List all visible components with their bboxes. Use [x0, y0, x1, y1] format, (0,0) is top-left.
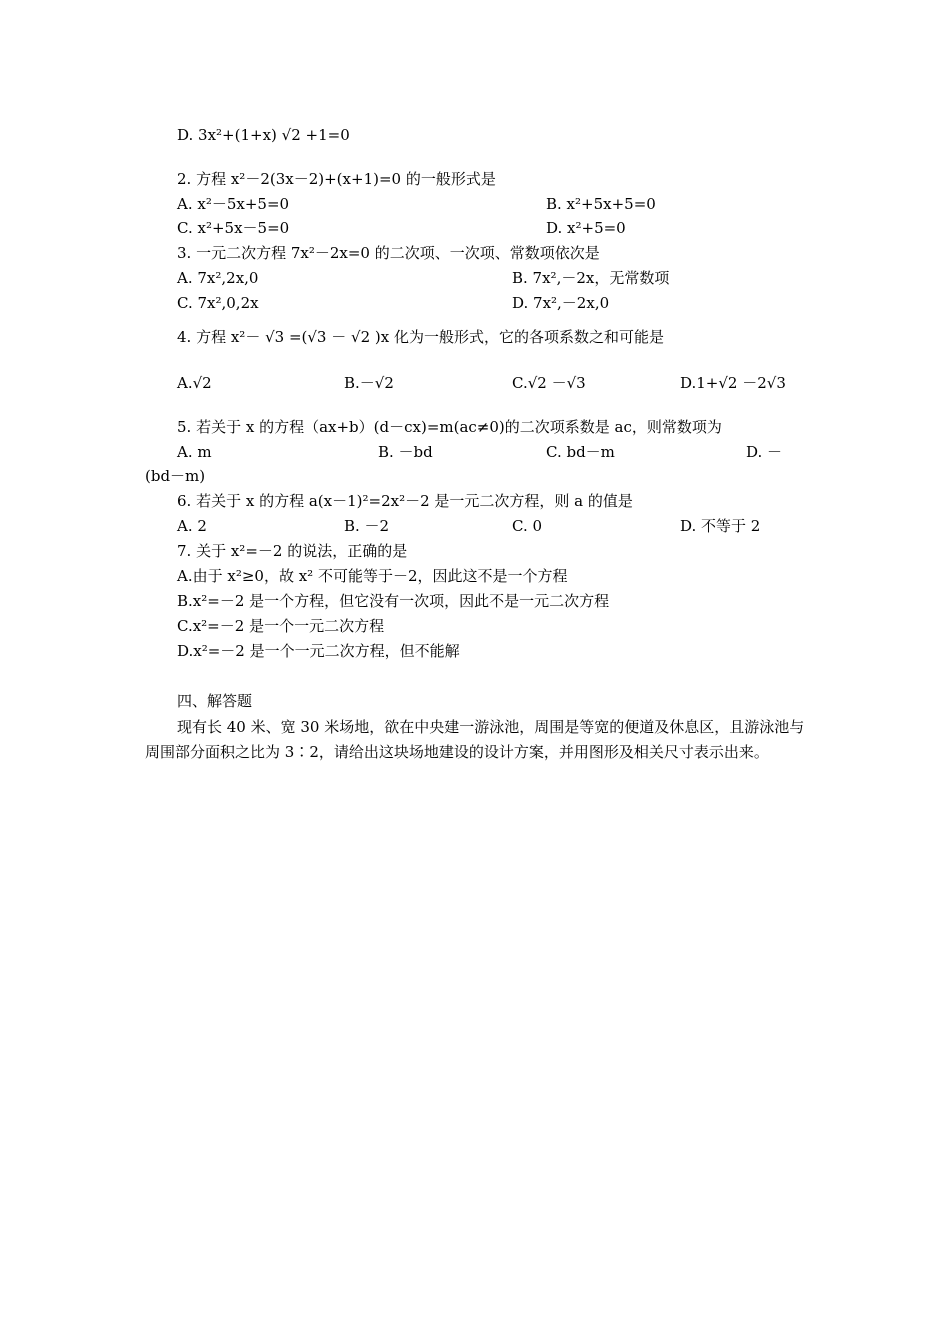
section-heading: 四、解答题	[177, 692, 253, 710]
q4-option-c: C.√2 －√3	[512, 374, 586, 392]
q4-option-d: D.1+√2 －2√3	[680, 374, 786, 392]
q7-option-c: C.x²=－2 是一个一元二次方程	[177, 617, 385, 635]
q3-option-d: D. 7x²,－2x,0	[512, 294, 610, 312]
q5-option-d: D. －	[746, 443, 783, 461]
q6-stem: 6. 若关于 x 的方程 a(x－1)²=2x²－2 是一元二次方程，则 a 的值是	[177, 492, 633, 510]
q2-stem: 2. 方程 x²－2(3x－2)+(x+1)=0 的一般形式是	[177, 170, 496, 188]
q3-option-a: A. 7x²,2x,0	[177, 269, 259, 287]
q3-option-b: B. 7x²,－2x，无常数项	[512, 269, 670, 287]
section-problem-text: 现有长 40 米、宽 30 米场地，欲在中央建一游泳池，周围是等宽的便道及休息区，且游泳池与周围部分面积之比为 3∶2，请给出这块场地建设的设计方案，并用图形及相关尺寸表示出来。	[145, 718, 805, 761]
q5-option-d-continued: (bd－m)	[145, 467, 206, 485]
q6-option-b: B. －2	[344, 517, 390, 535]
q4-stem: 4. 方程 x²－ √3 =(√3 － √2 )x 化为一般形式，它的各项系数之和可能是	[177, 328, 664, 346]
q5-stem: 5. 若关于 x 的方程（ax+b）(d－cx)=m(ac≠0)的二次项系数是 ac，则常数项为	[177, 418, 722, 436]
q7-option-d: D.x²=－2 是一个一元二次方程，但不能解	[177, 642, 460, 660]
q1-option-d: D. 3x²+(1+x) √2 +1=0	[177, 126, 350, 144]
q7-option-a: A.由于 x²≥0，故 x² 不可能等于－2，因此这不是一个方程	[177, 567, 568, 585]
q2-option-c: C. x²+5x－5=0	[177, 219, 290, 237]
q4-option-b: B.－√2	[344, 374, 394, 392]
q6-option-d: D. 不等于 2	[680, 517, 761, 535]
q7-option-b: B.x²=－2 是一个方程，但它没有一次项，因此不是一元二次方程	[177, 592, 610, 610]
q5-option-b: B. －bd	[378, 443, 433, 461]
q2-option-d: D. x²+5=0	[546, 219, 626, 237]
q6-option-c: C. 0	[512, 517, 543, 535]
q5-option-a: A. m	[177, 443, 212, 461]
q3-option-c: C. 7x²,0,2x	[177, 294, 259, 312]
q4-option-a: A.√2	[177, 374, 212, 392]
q5-option-c: C. bd－m	[546, 443, 615, 461]
q3-stem: 3. 一元二次方程 7x²－2x=0 的二次项、一次项、常数项依次是	[177, 244, 600, 262]
q6-option-a: A. 2	[177, 517, 207, 535]
q2-option-a: A. x²－5x+5=0	[177, 195, 290, 213]
q7-stem: 7. 关于 x²=－2 的说法，正确的是	[177, 542, 408, 560]
q2-option-b: B. x²+5x+5=0	[546, 195, 656, 213]
